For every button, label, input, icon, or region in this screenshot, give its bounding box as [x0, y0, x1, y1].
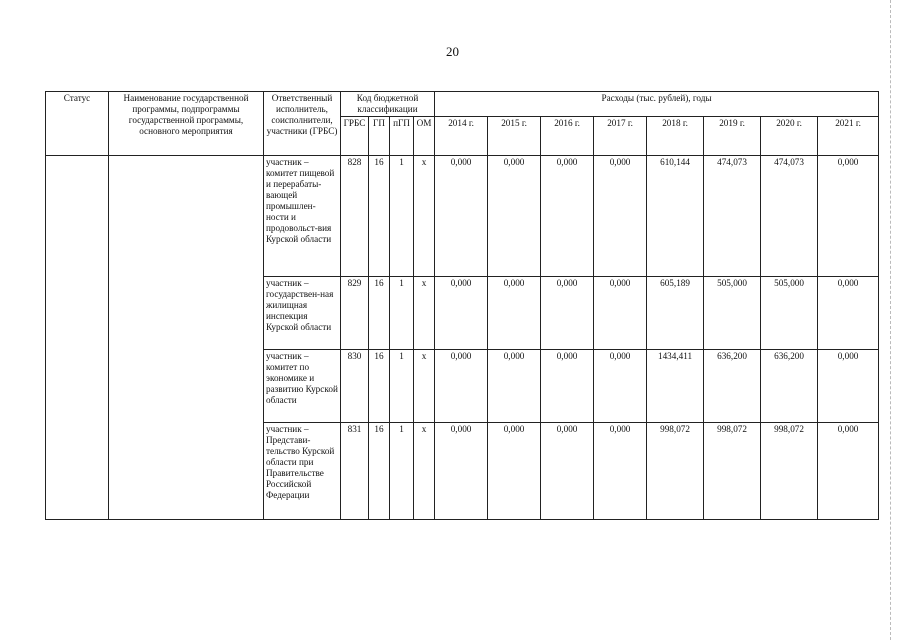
value-2019: 998,072	[704, 423, 761, 520]
page-number: 20	[446, 44, 459, 59]
om-cell: х	[414, 156, 435, 277]
value-2019: 474,073	[704, 156, 761, 277]
value-2015: 0,000	[488, 423, 541, 520]
table-row	[46, 156, 879, 277]
header-code-gp: ГП	[369, 117, 390, 156]
value-2017: 0,000	[594, 350, 647, 423]
value-2014: 0,000	[435, 423, 488, 520]
gp-cell: 16	[369, 350, 390, 423]
pgp-cell: 1	[390, 350, 414, 423]
header-year-2017: 2017 г.	[594, 117, 647, 156]
grbs-cell: 829	[341, 277, 369, 350]
value-2020: 998,072	[761, 423, 818, 520]
value-2020: 474,073	[761, 156, 818, 277]
value-2019: 636,200	[704, 350, 761, 423]
gp-cell: 16	[369, 423, 390, 520]
status-cell	[46, 156, 109, 520]
value-2018: 605,189	[647, 277, 704, 350]
value-2021: 0,000	[818, 423, 879, 520]
om-cell: х	[414, 350, 435, 423]
header-code-grbs: ГРБС	[341, 117, 369, 156]
participant-cell: участник – Представи-тельство Курской области при Правительстве Российской Федерации	[264, 423, 341, 520]
value-2020: 505,000	[761, 277, 818, 350]
value-2018: 1434,411	[647, 350, 704, 423]
header-code-om: ОМ	[414, 117, 435, 156]
value-2021: 0,000	[818, 350, 879, 423]
participant-cell: участник – комитет по экономике и развитию Курской области	[264, 350, 341, 423]
om-cell: х	[414, 277, 435, 350]
pgp-cell: 1	[390, 277, 414, 350]
grbs-cell: 830	[341, 350, 369, 423]
header-year-2016: 2016 г.	[541, 117, 594, 156]
value-2015: 0,000	[488, 350, 541, 423]
value-2015: 0,000	[488, 277, 541, 350]
value-2016: 0,000	[541, 277, 594, 350]
header-year-2020: 2020 г.	[761, 117, 818, 156]
header-year-2014: 2014 г.	[435, 117, 488, 156]
pgp-cell: 1	[390, 156, 414, 277]
pgp-cell: 1	[390, 423, 414, 520]
value-2017: 0,000	[594, 423, 647, 520]
header-code-pgp: пГП	[390, 117, 414, 156]
value-2017: 0,000	[594, 277, 647, 350]
value-2014: 0,000	[435, 350, 488, 423]
grbs-cell: 831	[341, 423, 369, 520]
participant-cell: участник – комитет пищевой и перерабаты-вающей промышлен-ности и продовольст-вия Курской области	[264, 156, 341, 277]
header-executor: Ответственный исполнитель, соисполнители, участники (ГРБС)	[264, 92, 341, 156]
value-2016: 0,000	[541, 156, 594, 277]
gp-cell: 16	[369, 277, 390, 350]
value-2016: 0,000	[541, 350, 594, 423]
participant-cell: участник – государствен-ная жилищная инспекция Курской области	[264, 277, 341, 350]
header-program-name: Наименование государственной программы, подпрограммы государственной программы, основного мероприятия	[109, 92, 264, 156]
header-year-2018: 2018 г.	[647, 117, 704, 156]
grbs-cell: 828	[341, 156, 369, 277]
expenses-table	[45, 91, 879, 520]
header-year-2021: 2021 г.	[818, 117, 879, 156]
header-year-2015: 2015 г.	[488, 117, 541, 156]
gp-cell: 16	[369, 156, 390, 277]
value-2019: 505,000	[704, 277, 761, 350]
value-2018: 998,072	[647, 423, 704, 520]
value-2015: 0,000	[488, 156, 541, 277]
value-2020: 636,200	[761, 350, 818, 423]
value-2017: 0,000	[594, 156, 647, 277]
value-2014: 0,000	[435, 277, 488, 350]
value-2018: 610,144	[647, 156, 704, 277]
value-2016: 0,000	[541, 423, 594, 520]
header-year-2019: 2019 г.	[704, 117, 761, 156]
margin-line	[890, 0, 891, 640]
value-2021: 0,000	[818, 156, 879, 277]
header-expenses: Расходы (тыс. рублей), годы	[435, 92, 879, 117]
value-2014: 0,000	[435, 156, 488, 277]
header-budget-code: Код бюджетной классификации	[341, 92, 435, 117]
program-name-cell	[109, 156, 264, 520]
value-2021: 0,000	[818, 277, 879, 350]
header-status: Статус	[46, 92, 109, 156]
om-cell: х	[414, 423, 435, 520]
